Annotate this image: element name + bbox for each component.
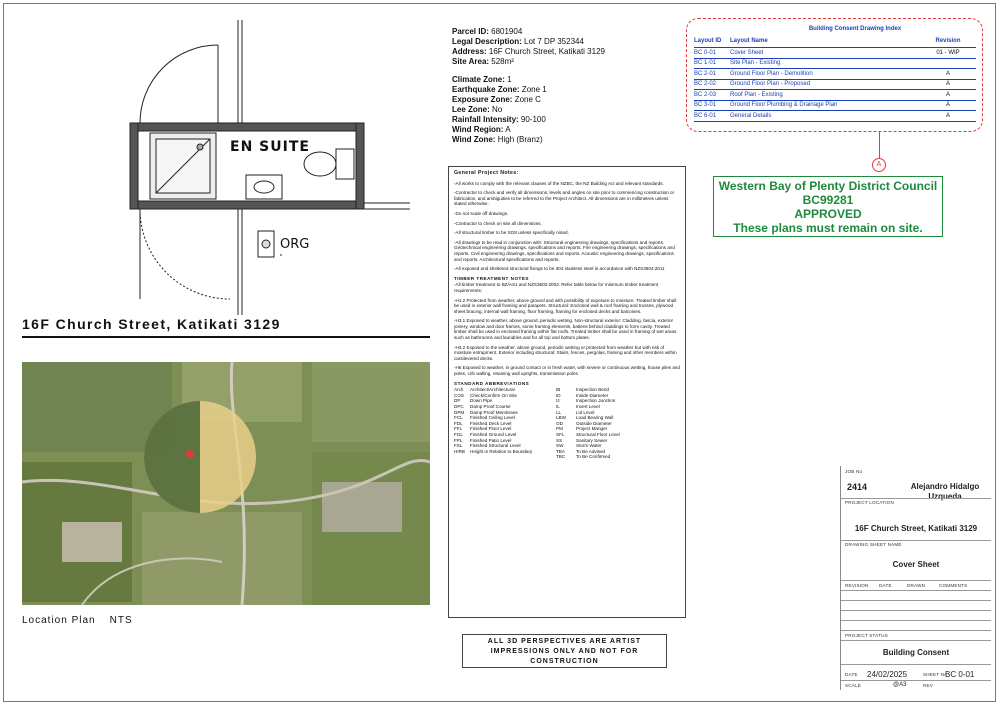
zone-label: Wind Zone: [452, 135, 496, 144]
note: -Do not scale off drawings. [454, 210, 509, 216]
project-status-label: PROJECT STATUS [845, 633, 888, 638]
abbreviation-code: FDL [454, 420, 463, 426]
zone-value: No [489, 105, 503, 114]
abbreviation-meaning: Load Bearing Wall [576, 415, 614, 421]
issue-date: 24/02/2025 [867, 670, 908, 679]
location-caption [22, 615, 133, 626]
index-name: Site Plan - Existing [730, 60, 781, 67]
abbreviation-meaning: Finished Floor Level [470, 426, 512, 432]
header-layout-name: Layout Name [730, 38, 768, 44]
index-id: BC 0-01 [694, 49, 717, 56]
zone-value: High (Branz) [495, 135, 543, 144]
zone-row [452, 135, 605, 145]
parcel-value: 6801904 [488, 27, 523, 36]
rev-header-revision: REVISION [845, 583, 869, 588]
rev-header-date: DATE [879, 583, 892, 588]
council-approval-stamp [713, 176, 943, 237]
index-rev: A [945, 81, 950, 88]
abbreviation-code: ID [556, 392, 561, 398]
index-row[interactable] [694, 101, 976, 112]
stamp-consent-number: BC99281 [802, 193, 854, 207]
parcel-value: 528m² [489, 57, 514, 66]
date-label: DATE [845, 672, 858, 677]
note: -All drawings to be read in conjunction with: Structural engineering drawings, specifications and reports. Geotechnical engineering drawings, specifications and reports. Fire engineering drawings, specifications and reports. Civil engineering drawings, specifications and reports. Acoustic engineering drawings, specifications and reports. Architectural specifications and reports. [454, 239, 675, 262]
abbreviation-code: IL [556, 404, 560, 409]
abbreviation-code: FCL [454, 415, 463, 421]
sheet-number: BC 0-01 [945, 670, 975, 679]
abbreviation-meaning: Finished Deck Level [470, 420, 512, 426]
project-location-label: PROJECT LOCATION [845, 500, 894, 505]
index-id: BC 1-01 [694, 60, 717, 67]
room-label: EN SUITE [230, 139, 310, 155]
index-name: General Details [730, 112, 772, 119]
abbreviation-meaning: Invert Level [576, 404, 600, 409]
parcel-row [452, 47, 605, 57]
parcel-info [452, 27, 605, 145]
timber-note: -All timber treatment to BZ/AS1 and NZS3602:2003. Refer table below for minimum timber treatment requirements: [454, 282, 659, 293]
abbreviation-meaning: Finished Patio Level [470, 437, 512, 443]
abbreviation-meaning: Inspection Bend [576, 387, 609, 393]
job-number-label: JOB No [845, 469, 863, 474]
zone-label: Exposure Zone: [452, 95, 513, 104]
aerial-location-map [22, 362, 430, 605]
abbreviation-code: PM [556, 426, 563, 432]
rev-label: REV [923, 683, 934, 688]
timber-note: -H5 Exposed to weather, in ground contact or in fresh water, with severe or continuous wetting, house piles and poles, crib walling, retaining wall uprights, transmission poles. [454, 365, 680, 377]
parcel-value: Lot 7 DP 352344 [521, 37, 584, 46]
index-row[interactable] [694, 69, 976, 80]
zone-value: Zone 1 [519, 85, 547, 94]
scale-label: SCALE [845, 683, 862, 688]
note: -Contractor to check and verify all dimensions, levels and angles on site prior to commencing construction or fabrication, and ambiguities to be referred to the Project Architect. All dimensions are in millimetres unless stated otherwise. [454, 190, 675, 207]
abbreviation-meaning: Down Pipe [470, 398, 493, 404]
abbreviation-code [454, 454, 470, 460]
zone-row [452, 75, 605, 85]
location-plan-label: Location Plan [22, 615, 96, 626]
abbreviation-code: FSL [454, 443, 463, 449]
drawing-index-title: Building Consent Drawing Index [808, 26, 902, 32]
abbreviation-code: IB [556, 387, 561, 393]
zone-row [452, 85, 605, 95]
zone-value: Zone C [512, 95, 541, 104]
abbreviation-code: DP [454, 398, 461, 404]
index-row[interactable] [694, 59, 976, 70]
parcel-label: Legal Description: [452, 37, 522, 46]
parcel-row [452, 27, 605, 37]
index-name: Roof Plan - Existing [730, 91, 783, 98]
abbreviation-code: FGL [454, 431, 463, 437]
index-id: BC 3-01 [694, 102, 717, 109]
parcel-label: Site Area: [452, 57, 490, 66]
artist-line: IMPRESSIONS ONLY AND NOT FOR [490, 648, 639, 655]
rev-header-comments: COMMENTS [939, 583, 968, 588]
index-id: BC 2-03 [694, 91, 717, 98]
abbreviation-code: DPM [454, 409, 465, 415]
index-id: BC 2-01 [694, 70, 717, 77]
abbreviation-code: FPL [454, 437, 463, 443]
zone-label: Lee Zone: [452, 105, 490, 114]
abbreviation-meaning: Lid Level [576, 409, 595, 415]
abbreviation-code: TBA [556, 448, 565, 454]
abbreviation-code: Arch [454, 387, 464, 393]
abbreviation-meaning: To Be Advised [576, 448, 606, 454]
parcel-row [452, 57, 605, 67]
revision-leader [879, 132, 880, 158]
plan-title: 16F Church Street, Katikati 3129 [22, 316, 281, 332]
parcel-label: Parcel ID: [452, 27, 489, 36]
index-row[interactable] [694, 111, 976, 122]
zone-label: Rainfall Intensity: [452, 115, 519, 124]
abbreviation-meaning: Sanitary Sewer [576, 437, 608, 443]
drawing-index-header [694, 38, 976, 48]
abbreviation-code: COS [454, 392, 464, 398]
index-id: BC 6-01 [694, 112, 717, 119]
index-rev: A [945, 91, 950, 98]
revision-tag: A [872, 158, 886, 172]
note: -All structural timber to be SG8 unless specifically noted. [454, 230, 569, 236]
job-number: 2414 [847, 482, 868, 492]
abbreviation-meaning: To Be Confirmed [576, 454, 611, 460]
note: -Contractor to check on site all dimensions. [454, 220, 542, 226]
zone-row [452, 125, 605, 135]
parcel-row [452, 37, 605, 47]
index-rev: A [945, 112, 950, 119]
abbreviation-meaning: Finished Ground Level [470, 431, 517, 437]
abbreviation-code: DPC [454, 404, 464, 409]
index-row[interactable] [694, 48, 976, 59]
scale-value: @A3 [893, 682, 907, 688]
stamp-council: Western Bay of Plenty District Council [718, 179, 938, 193]
zone-label: Wind Region: [452, 125, 504, 134]
abbreviation-code: TBC [556, 454, 566, 460]
index-row[interactable] [694, 80, 976, 91]
index-name: Ground Floor Plan - Demolition [730, 70, 813, 77]
title-block [840, 466, 990, 690]
artist-impression-note [462, 634, 667, 668]
abbreviation-code: HIRB [454, 448, 465, 454]
abbreviation-code: SS [556, 437, 563, 443]
drawing-index [694, 26, 976, 122]
zone-value: 1 [504, 75, 512, 84]
parcel-value: 16F Church Street, Katikati 3129 [486, 47, 605, 56]
org-label: ORG [280, 237, 310, 252]
abbreviation-code: OD [556, 420, 563, 426]
zone-label: Earthquake Zone: [452, 85, 520, 94]
abbreviations-heading: STANDARD ABBREVIATIONS [454, 380, 530, 386]
index-rev: A [945, 70, 950, 77]
timber-note: -H1.2 Protected from weather, above ground and with possibility of exposure to moisture. Treated timber shall be used in exterior wall framing and parapets. Structural: Enclosed wall & roof framing and trusses, plywood sheet bracing, internal wall framing, floor framing, framing for enclosed decks and balconies. [454, 297, 677, 314]
abbreviations-table [454, 387, 680, 460]
abbreviation-code: FFL [454, 426, 463, 432]
timber-note: -H3.2 Exposed to the weather, above ground, periodic wetting or protected from weather but with risk of moisture entrapment. Exterior including structural: Stairs, fences, pergolas, framing and other members within cantilevered decks. [454, 344, 677, 361]
note: -All works to comply with the relevant clauses of the NZBC, the NZ Building Act and relevant standards. [454, 180, 664, 186]
parcel-label: Address: [452, 47, 487, 56]
sheet-name-label: DRAWING SHEET NAME [845, 542, 902, 547]
artist-line: CONSTRUCTION [530, 658, 599, 665]
abbreviation-meaning: Outside Diameter [576, 420, 612, 426]
abbreviation-meaning: Finished Ceiling Level [470, 415, 515, 421]
abbreviation-meaning: Project Manger [576, 426, 608, 432]
stamp-approved: APPROVED [794, 207, 862, 221]
notes-heading: General Project Notes: [454, 170, 519, 176]
stamp-remain-on-site: These plans must remain on site. [733, 221, 923, 235]
abbreviation-code: IJ [556, 398, 560, 404]
zone-row [452, 95, 605, 105]
index-rev: 01 - WIP [936, 49, 960, 56]
abbreviation-meaning: Inspection Junction [576, 398, 616, 404]
header-revision: Revision [935, 38, 961, 44]
abbreviation-meaning: Damp Proof Membrane [470, 409, 518, 415]
index-row[interactable] [694, 90, 976, 101]
header-layout-id: Layout ID [694, 38, 722, 44]
index-name: Cover Sheet [730, 49, 764, 56]
rev-header-drawn: DRAWN [907, 583, 926, 588]
abbreviation-code: SW [556, 443, 564, 449]
project-location: 16F Church Street, Katikati 3129 [854, 524, 978, 533]
plan-title-rule [22, 336, 430, 338]
abbreviation-meaning: Height in Relation to Boundary [470, 448, 533, 454]
zone-row [452, 115, 605, 125]
abbreviation-meaning: Storm Water [576, 443, 602, 449]
artist-line: ALL 3D PERSPECTIVES ARE ARTIST [487, 638, 642, 645]
abbreviation-meaning: Finished Structural Level [470, 443, 521, 449]
timber-heading: TIMBER TREATMENT NOTES [454, 275, 529, 281]
location-scale-label: NTS [109, 615, 133, 626]
zone-value: A [503, 125, 511, 134]
general-notes-panel [448, 166, 686, 618]
en-suite-floor-plan [110, 15, 430, 320]
note: -All exposed and sheltered structural fixings to be 304 stainless steel in accordance with NZS3604:2011 [454, 266, 665, 272]
abbreviation-meaning: Inside Diameter [576, 392, 609, 398]
sheet-name: Cover Sheet [892, 560, 940, 569]
zone-row [452, 105, 605, 115]
abbreviation-meaning: Structural Floor Level [576, 431, 620, 437]
index-name: Ground Floor Plumbing & Drainage Plan [730, 102, 838, 109]
index-name: Ground Floor Plan - Proposed [730, 81, 811, 88]
abbreviation-meaning: Damp Proof Course [470, 404, 511, 409]
designer-name: Alejandro Hidalgo Uzqueda [910, 482, 980, 501]
sheet-number-label: SHEET No [923, 672, 947, 677]
index-rev: A [945, 102, 950, 109]
abbreviation-meaning: Architect/Architectural [470, 387, 515, 393]
zone-value: 90-100 [518, 115, 546, 124]
timber-note: -H3.1 Exposed to weather, above ground, periodic wetting. Non-structural exterior: Cladding, fascia, exterior joinery, window and door frames, some framing elements, battens behind claddings to form cavity. Treated timber shall be used in enclosed framing within flat roofs. Treated timber shall be used in framing of wet areas such as bathrooms and laundries and for all top and bottom plates. [454, 318, 677, 341]
project-status: Building Consent [882, 648, 950, 657]
abbreviation-code: LL [556, 409, 562, 415]
abbreviation-code: SFL [556, 431, 565, 437]
abbreviation-meaning: Check/Confirm On Site [470, 392, 517, 398]
abbreviation-meaning [470, 454, 556, 460]
index-id: BC 2-02 [694, 81, 717, 88]
zone-label: Climate Zone: [452, 75, 505, 84]
abbreviation-code: LBW [556, 415, 566, 421]
